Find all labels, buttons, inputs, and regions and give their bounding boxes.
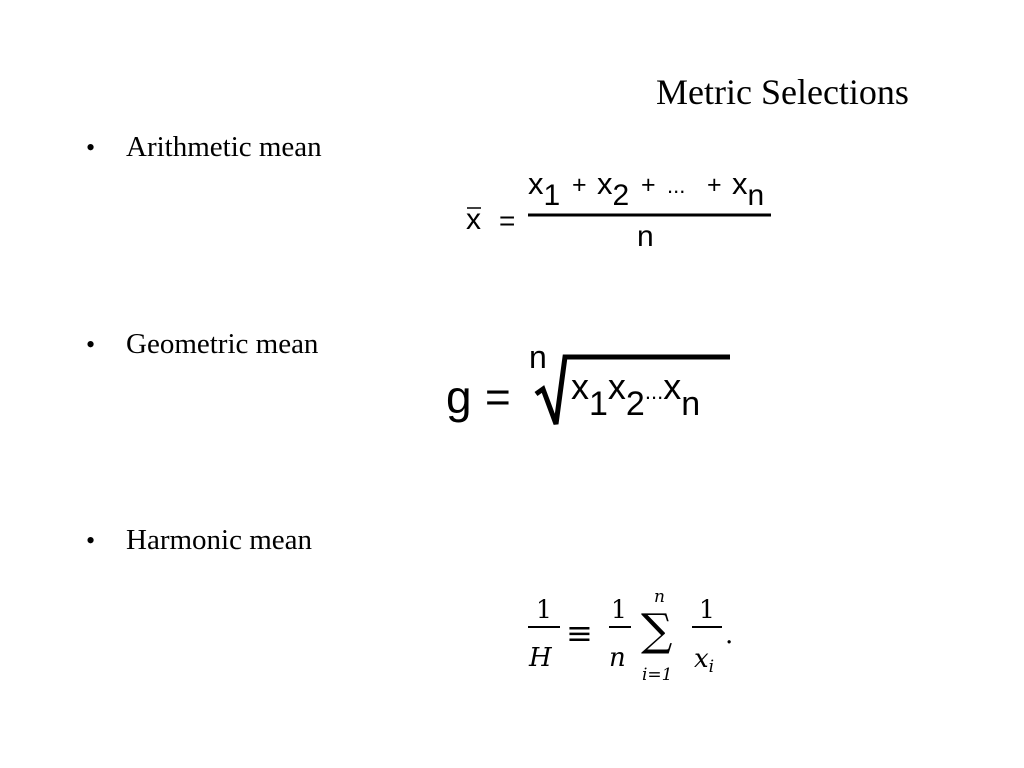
formula-equals: = (499, 205, 516, 236)
formula-lhs-g: g (446, 371, 472, 423)
harmonic-mean-formula (520, 585, 760, 685)
bullet-arithmetic-mean (86, 131, 322, 164)
formula-period: . (725, 620, 734, 650)
formula-x1: x1 (528, 166, 561, 212)
radicand: x1x2...xn (571, 366, 701, 423)
coef-denominator: n (609, 643, 626, 673)
sum-upper-limit: n (654, 587, 665, 607)
slide-title: Metric Selections (656, 72, 909, 112)
bullet-geometric-mean (86, 328, 318, 361)
formula-plus-1: + (572, 171, 587, 199)
formula-plus-3: + (707, 171, 722, 199)
formula-denominator: n (637, 220, 654, 253)
lhs-numerator: 1 (536, 595, 552, 624)
term-numerator: 1 (699, 595, 715, 624)
bullet-marker: • (86, 330, 96, 359)
bullet-marker: • (86, 526, 96, 555)
geometric-mean-formula (440, 340, 750, 435)
formula-plus-2: + (641, 171, 656, 199)
formula-equals: = (485, 373, 511, 422)
bullet-label: Harmonic mean (126, 524, 313, 556)
formula-x2: x2 (597, 166, 630, 212)
lhs-denominator: H (529, 643, 552, 673)
root-index: n (529, 340, 547, 375)
bullet-marker: • (86, 133, 96, 162)
sum-lower-limit: i=1 (642, 665, 673, 685)
bullet-label: Arithmetic mean (126, 131, 322, 163)
summation-icon: ∑ (641, 605, 673, 656)
bullet-harmonic-mean (86, 524, 312, 557)
bullet-label: Geometric mean (126, 328, 319, 360)
formula-ellipsis: ... (667, 173, 686, 198)
arithmetic-mean-formula (440, 160, 800, 265)
formula-lhs-x: x (466, 203, 481, 236)
equiv-sign: ≡ (566, 614, 593, 652)
coef-numerator: 1 (611, 595, 627, 624)
formula-xn: xn (732, 166, 765, 212)
term-denominator: xi (694, 644, 715, 677)
